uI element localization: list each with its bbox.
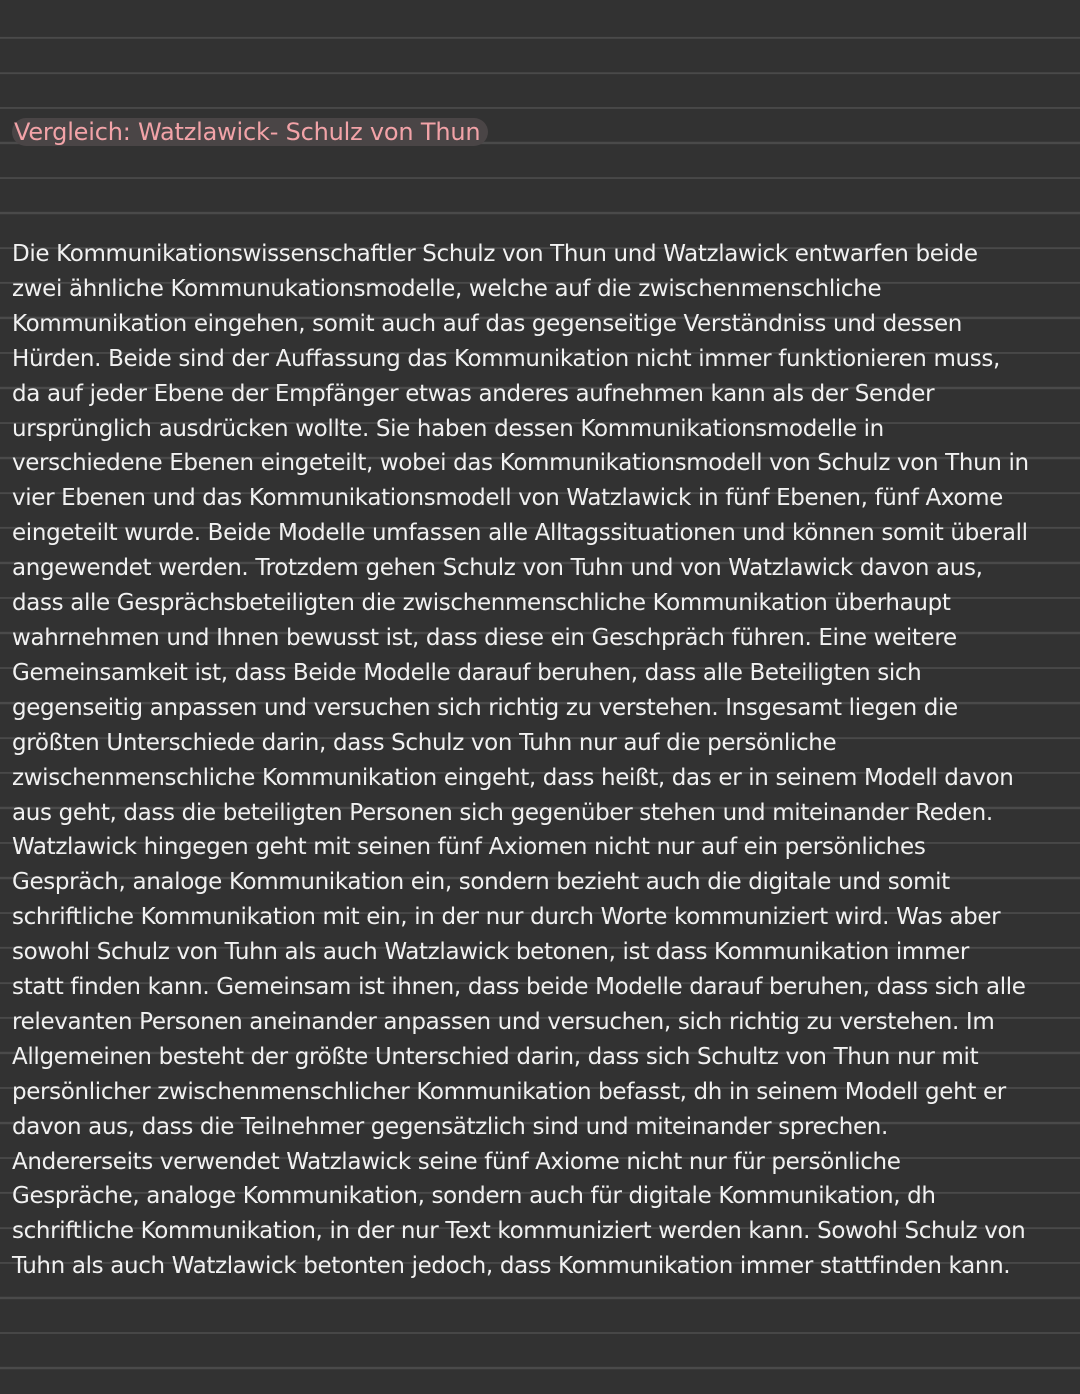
text-line: persönlicher zwischenmenschlicher Kommunikation befasst, dh in seinem Modell geht er xyxy=(12,1078,1006,1105)
text-line: wahrnehmen und Ihnen bewusst ist, dass diese ein Geschpräch führen. Eine weitere xyxy=(12,624,957,651)
text-line: sowohl Schulz von Tuhn als auch Watzlawick betonen, ist dass Kommunikation immer xyxy=(12,939,969,966)
text-line: Die Kommunikationswissenschaftler Schulz von Thun und Watzlawick entwarfen beide xyxy=(12,241,978,267)
text-line: Watzlawick hingegen geht mit seinen fünf Axiomen nicht nur auf ein persönliches xyxy=(12,834,926,861)
title-highlight: Vergleich: Watzlawick- Schulz von Thun xyxy=(12,118,488,146)
text-line: da auf jeder Ebene der Empfänger etwas anderes aufnehmen kann als der Sender xyxy=(12,380,935,407)
text-line: angewendet werden. Trotzdem gehen Schulz von Tuhn und von Watzlawick davon aus, xyxy=(12,555,983,582)
text-line: eingeteilt wurde. Beide Modelle umfassen alle Alltagssituationen und können somit überall xyxy=(12,520,1028,547)
text-line: davon aus, dass die Teilnehmer gegensätzlich sind und miteinander sprechen. xyxy=(12,1113,888,1140)
text-line: schriftliche Kommunikation, in der nur Text kommuniziert werden kann. Sowohl Schulz von xyxy=(12,1218,1026,1245)
text-line: Gespräche, analoge Kommunikation, sondern auch für digitale Kommunikation, dh xyxy=(12,1183,936,1210)
text-line: Hürden. Beide sind der Auffassung das Kommunikation nicht immer funktionieren muss, xyxy=(12,345,1000,372)
text-line: Andererseits verwendet Watzlawick seine fünf Axiome nicht nur für persönliche xyxy=(12,1148,901,1175)
essay-text xyxy=(12,237,1072,1284)
text-line: relevanten Personen aneinander anpassen und versuchen, sich richtig zu verstehen. Im xyxy=(12,1008,995,1035)
text-line: zwei ähnliche Kommunukationsmodelle, welche auf die zwischenmenschliche xyxy=(12,275,882,302)
text-line: statt finden kann. Gemeinsam ist ihnen, dass beide Modelle darauf beruhen, dass sich alle xyxy=(12,974,1026,1001)
text-line: ursprünglich ausdrücken wollte. Sie haben dessen Kommunikationsmodelle in xyxy=(12,415,884,442)
text-line: Gemeinsamkeit ist, dass Beide Modelle darauf beruhen, dass alle Beteiligten sich xyxy=(12,659,922,686)
text-line: vier Ebenen und das Kommunikationsmodell von Watzlawick in fünf Ebenen, fünf Axome xyxy=(12,485,1003,512)
text-line: Kommunikation eingehen, somit auch auf das gegenseitige Verständniss und dessen xyxy=(12,310,962,337)
text-line: größten Unterschiede darin, dass Schulz von Tuhn nur auf die persönliche xyxy=(12,729,837,756)
page-title xyxy=(12,115,488,149)
text-line: Gespräch, analoge Kommunikation ein, sondern bezieht auch die digitale und somit xyxy=(12,869,950,896)
text-line: dass alle Gesprächsbeteiligten die zwischenmenschliche Kommunikation überhaupt xyxy=(12,590,951,617)
text-line: zwischenmenschliche Kommunikation eingeht, dass heißt, das er in seinem Modell davon xyxy=(12,764,1014,791)
text-line: Tuhn als auch Watzlawick betonten jedoch, dass Kommunikation immer stattfinden kann. xyxy=(12,1253,1011,1280)
text-line: Allgemeinen besteht der größte Unterschied darin, dass sich Schultz von Thun nur mit xyxy=(12,1043,979,1070)
text-line: gegenseitig anpassen und versuchen sich richtig zu verstehen. Insgesamt liegen die xyxy=(12,694,958,721)
text-line: verschiedene Ebenen eingeteilt, wobei das Kommunikationsmodell von Schulz von Thun in xyxy=(12,450,1029,477)
text-line: schriftliche Kommunikation mit ein, in der nur durch Worte kommuniziert wird. Was aber xyxy=(12,904,1001,931)
text-line: aus geht, dass die beteiligten Personen sich gegenüber stehen und miteinander Reden. xyxy=(12,799,993,826)
